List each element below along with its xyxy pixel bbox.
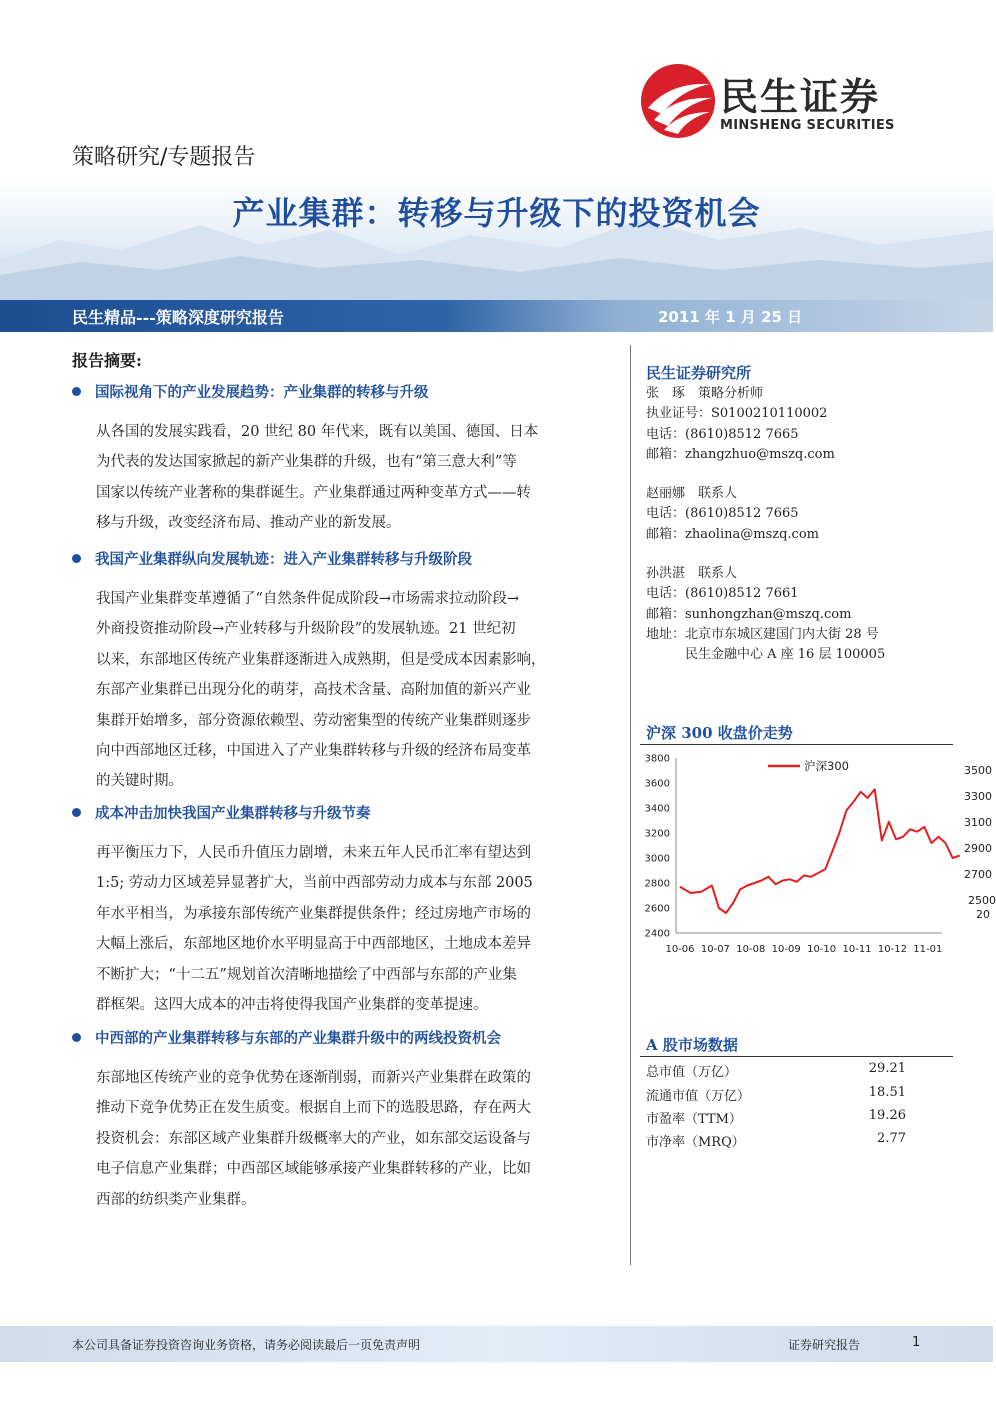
bullet-icon bbox=[72, 808, 81, 817]
section-heading-text: 国际视角下的产业发展趋势：产业集群的转移与升级 bbox=[95, 384, 429, 401]
paragraph-line: 向中西部地区迁移，中国进入了产业集群转移与升级的经济布局变革 bbox=[96, 743, 531, 760]
market-value: 19.26 bbox=[868, 1108, 906, 1123]
series-line-csi300 bbox=[680, 789, 960, 913]
contact-line: 执业证号：S0100210110002 bbox=[646, 406, 828, 422]
logo-english-text: MINSHENG SECURITIES bbox=[720, 118, 895, 133]
footer-report-type: 证券研究报告 bbox=[788, 1338, 861, 1352]
contact-line: 邮箱：zhaolina@mszq.com bbox=[646, 526, 819, 542]
paragraph-line: 为代表的发达国家掀起的新产业集群的升级，也有“第三意大利”等 bbox=[96, 454, 517, 471]
contact-block bbox=[646, 484, 819, 545]
contact-line: 地址：北京市东城区建国门内大街 28 号 bbox=[646, 626, 879, 642]
y-tick-label: 2600 bbox=[644, 903, 670, 915]
paragraph-line: 大幅上涨后，东部地区地价水平明显高于中西部地区，土地成本差异 bbox=[96, 936, 531, 953]
y-tick-label: 2800 bbox=[644, 878, 670, 890]
report-date: 2011 年 1 月 25 日 bbox=[658, 308, 803, 326]
section-paragraph bbox=[96, 417, 616, 539]
x-tick-label: 10-09 bbox=[771, 944, 801, 955]
paragraph-line: 东部产业集群已出现分化的萌芽，高技术含量、高附加值的新兴产业 bbox=[96, 682, 531, 699]
contact-line: 电话：(8610)8512 7665 bbox=[646, 426, 799, 442]
y-tick-label: 3200 bbox=[644, 828, 670, 840]
institute-name: 民生证券研究所 bbox=[646, 364, 752, 382]
paragraph-line: 不断扩大；“十二五”规划首次清晰地描绘了中西部与东部的产业集 bbox=[96, 966, 517, 983]
paragraph-line: 以来，东部地区传统产业集群逐渐进入成熟期，但是受成本因素影响， bbox=[96, 651, 546, 668]
logo-emblem-icon bbox=[640, 62, 716, 140]
market-value: 2.77 bbox=[877, 1131, 906, 1146]
paragraph-line: 国家以传统产业著称的集群诞生。产业集群通过两种变革方式——转 bbox=[96, 484, 531, 501]
contact-line: 赵丽娜 联系人 bbox=[646, 486, 738, 501]
paragraph-line: 年水平相当，为承接东部传统产业集群提供条件；经过房地产市场的 bbox=[96, 905, 531, 922]
y-tick-label: 3000 bbox=[644, 853, 670, 865]
legend-label: 沪深300 bbox=[804, 759, 849, 773]
clipped-tick-label: 3100 bbox=[964, 816, 992, 829]
y-tick-label: 2400 bbox=[644, 928, 670, 940]
section-paragraph bbox=[96, 1063, 616, 1215]
contact-block bbox=[646, 384, 835, 465]
section-heading bbox=[72, 802, 371, 823]
section-paragraph bbox=[96, 838, 616, 1020]
banner-series-label: 民生精品---策略深度研究报告 bbox=[72, 308, 284, 327]
section-heading bbox=[72, 1027, 501, 1048]
market-label: 市净率（MRQ） bbox=[646, 1135, 745, 1150]
report-category: 策略研究/专题报告 bbox=[72, 145, 256, 170]
market-rule bbox=[640, 1056, 953, 1057]
page-footer bbox=[0, 1326, 993, 1362]
section-paragraph bbox=[96, 584, 616, 797]
clipped-tick-label: 2700 bbox=[964, 868, 992, 881]
clipped-tick-label: 2500 bbox=[968, 894, 996, 907]
section-heading-text: 中西部的产业集群转移与东部的产业集群升级中的两线投资机会 bbox=[95, 1030, 501, 1047]
section-heading-text: 我国产业集群纵向发展轨迹：进入产业集群转移与升级阶段 bbox=[95, 551, 472, 568]
clipped-tick-label: 20 bbox=[976, 908, 990, 921]
market-label: 流通市值（万亿） bbox=[646, 1089, 751, 1104]
section-heading-text: 成本冲击加快我国产业集群转移与升级节奏 bbox=[95, 805, 371, 822]
paragraph-line: 投资机会：东部区域产业集群升级概率大的产业，如东部交运设备与 bbox=[96, 1130, 531, 1147]
market-label: 总市值（万亿） bbox=[646, 1065, 738, 1080]
market-value: 18.51 bbox=[868, 1085, 906, 1100]
y-tick-label: 3800 bbox=[644, 753, 670, 765]
market-value: 29.21 bbox=[868, 1061, 906, 1076]
contact-block bbox=[646, 564, 885, 665]
clipped-tick-label: 2900 bbox=[964, 842, 992, 855]
chart-title: 沪深 300 收盘价走势 bbox=[646, 724, 793, 742]
contact-line: 邮箱：zhangzhuo@mszq.com bbox=[646, 446, 835, 462]
paragraph-line: 从各国的发展实践看，20 世纪 80 年代来，既有以美国、德国、日本 bbox=[96, 424, 539, 440]
paragraph-line: 我国产业集群变革遵循了“自然条件促成阶段→市场需求拉动阶段→ bbox=[96, 591, 520, 607]
bullet-icon bbox=[72, 554, 81, 563]
x-tick-label: 10-10 bbox=[807, 944, 837, 955]
contact-line: 张 琢 策略分析师 bbox=[646, 386, 764, 401]
paragraph-line: 的关键时期。 bbox=[96, 773, 183, 790]
contact-line: 孙洪湛 联系人 bbox=[646, 566, 738, 581]
bullet-icon bbox=[72, 1033, 81, 1042]
y-tick-label: 3400 bbox=[644, 803, 670, 815]
x-tick-label: 10-11 bbox=[842, 944, 872, 955]
x-tick-label: 10-07 bbox=[700, 944, 730, 955]
section-heading bbox=[72, 381, 429, 402]
paragraph-line: 东部地区传统产业的竞争优势在逐渐削弱，而新兴产业集群在政策的 bbox=[96, 1070, 531, 1086]
market-label: 市盈率（TTM） bbox=[646, 1112, 742, 1127]
paragraph-line: 推动下竞争优势正在发生质变。根据自上而下的选股思路，存在两大 bbox=[96, 1100, 531, 1117]
contact-line: 邮箱：sunhongzhan@mszq.com bbox=[646, 606, 852, 622]
section-heading bbox=[72, 548, 472, 569]
paragraph-line: 外商投资推动阶段→产业转移与升级阶段”的发展轨迹。21 世纪初 bbox=[96, 621, 516, 638]
clipped-tick-label: 3500 bbox=[964, 764, 992, 777]
summary-heading: 报告摘要: bbox=[72, 351, 142, 370]
contact-line: 电话：(8610)8512 7665 bbox=[646, 506, 799, 522]
x-tick-label: 10-06 bbox=[665, 944, 695, 955]
contact-line: 民生金融中心 A 座 16 层 100005 bbox=[646, 647, 886, 663]
title-banner bbox=[0, 300, 993, 332]
company-logo bbox=[640, 62, 940, 152]
paragraph-line: 再平衡压力下，人民币升值压力剧增，未来五年人民币汇率有望达到 bbox=[96, 845, 531, 861]
csi300-chart bbox=[640, 746, 953, 971]
logo-chinese-text: 民生证券 bbox=[720, 75, 881, 119]
report-title: 产业集群：转移与升级下的投资机会 bbox=[232, 194, 761, 232]
market-data-title: A 股市场数据 bbox=[646, 1036, 738, 1054]
paragraph-line: 集群开始增多，部分资源依赖型、劳动密集型的传统产业集群则逐步 bbox=[96, 712, 531, 729]
footer-disclaimer: 本公司具备证券投资咨询业务资格，请务必阅读最后一页免责声明 bbox=[72, 1338, 421, 1352]
page-number: 1 bbox=[912, 1335, 921, 1350]
paragraph-line: 西部的纺织类产业集群。 bbox=[96, 1191, 256, 1208]
paragraph-line: 群框架。这四大成本的冲击将使得我国产业集群的变革提速。 bbox=[96, 997, 488, 1014]
chart-rule bbox=[640, 744, 953, 745]
column-divider bbox=[630, 345, 631, 1265]
paragraph-line: 电子信息产业集群；中西部区域能够承接产业集群转移的产业，比如 bbox=[96, 1161, 531, 1178]
bullet-icon bbox=[72, 387, 81, 396]
contact-line: 电话：(8610)8512 7661 bbox=[646, 586, 799, 602]
x-tick-label: 10-12 bbox=[877, 944, 907, 955]
y-tick-label: 3600 bbox=[644, 778, 670, 790]
x-tick-label: 10-08 bbox=[736, 944, 766, 955]
clipped-tick-label: 3300 bbox=[964, 790, 992, 803]
x-tick-label: 11-01 bbox=[913, 944, 943, 955]
paragraph-line: 1:5; 劳动力区域差异显著扩大，当前中西部劳动力成本与东部 2005 bbox=[96, 875, 533, 892]
paragraph-line: 移与升级，改变经济布局、推动产业的新发展。 bbox=[96, 515, 401, 532]
